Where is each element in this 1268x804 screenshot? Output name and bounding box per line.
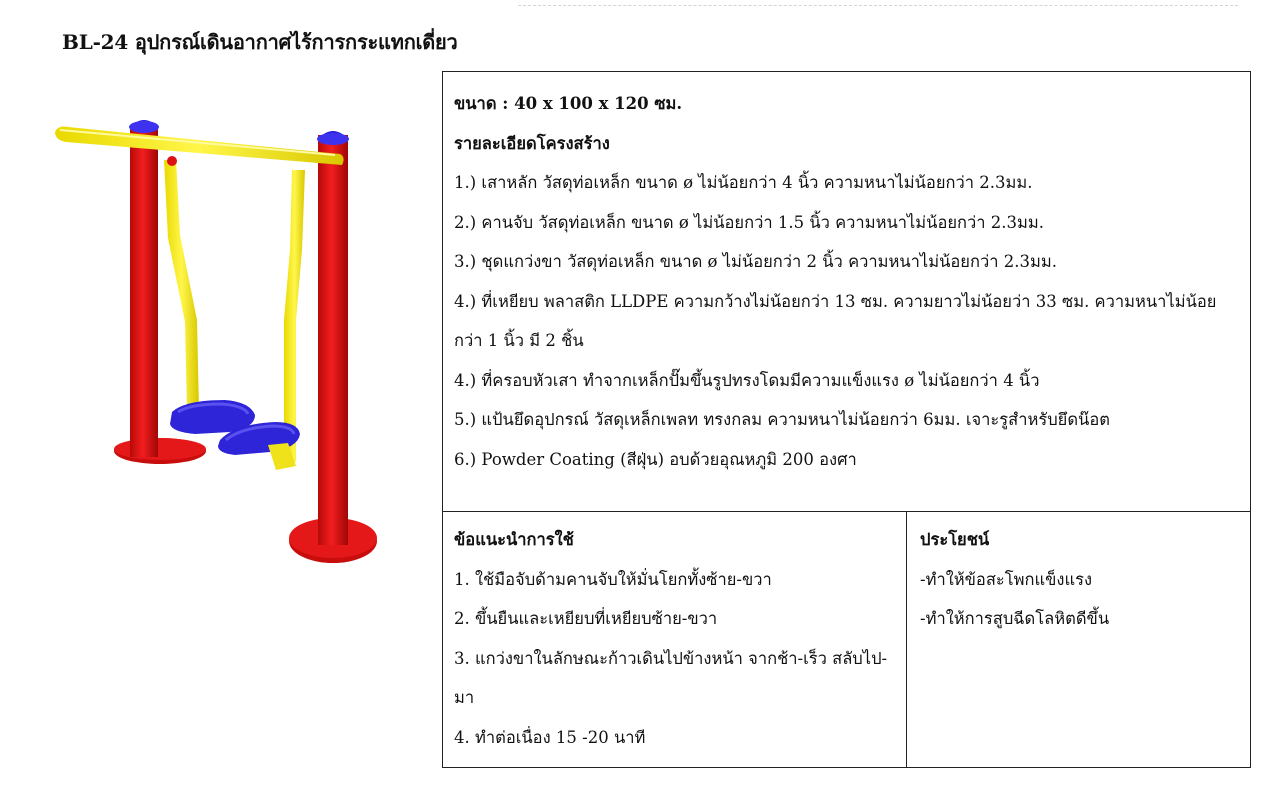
spec-item: 2.) คานจับ วัสดุท่อเหล็ก ขนาด ø ไม่น้อยกว่า 1.5 นิ้ว ความหนาไม่น้อยกว่า 2.3มม. — [454, 212, 1045, 232]
usage-cell — [443, 512, 907, 767]
spec-item: 4.) ที่ครอบหัวเสา ทำจากเหล็กปั๊มขึ้นรูปทรงโดมมีความแข็งแรง ø ไม่น้อยกว่า 4 นิ้ว — [454, 370, 1040, 390]
top-divider — [518, 5, 1238, 6]
left-swing-arm — [164, 160, 199, 410]
spec-item: 3.) ชุดแกว่งขา วัสดุท่อเหล็ก ขนาด ø ไม่น้อยกว่า 2 นิ้ว ความหนาไม่น้อยกว่า 2.3มม. — [454, 252, 1057, 271]
spec-table — [442, 71, 1251, 768]
benefit-heading: ประโยชน์ — [920, 530, 990, 549]
usage-step: 2. ขึ้นยืนและเหยียบที่เหยียบซ้าย-ขวา — [454, 609, 718, 628]
usage-step: 1. ใช้มือจับด้ามคานจับให้มั่นโยกทั้งซ้าย-ขวา — [454, 569, 772, 589]
right-post — [318, 135, 348, 545]
right-swing-arm — [284, 170, 305, 462]
benefit-item: -ทำให้ข้อสะโพกแข็งแรง — [920, 569, 1093, 589]
spec-item: 6.) Powder Coating (สีฝุ่น) อบด้วยอุณหภูมิ 200 องศา — [454, 449, 857, 469]
usage-heading: ข้อแนะนำการใช้ — [454, 530, 574, 549]
benefit-cell — [907, 512, 1250, 767]
usage-step: 4. ทำต่อเนื่อง 15 -20 นาที — [454, 727, 646, 747]
page-title: BL-24 อุปกรณ์เดินอากาศไร้การกระแทกเดี่ยว — [62, 30, 458, 54]
product-illustration — [50, 110, 390, 580]
benefit-item: -ทำให้การสูบฉีดโลหิตดีขึ้น — [920, 609, 1110, 628]
usage-step: 3. แกว่งขาในลักษณะก้าวเดินไปข้างหน้า จากช้า-เร็ว สลับไป-มา — [454, 648, 888, 707]
spec-cell — [443, 72, 1250, 512]
left-post — [130, 125, 158, 457]
spec-item: 4.) ที่เหยียบ พลาสติก LLDPE ความกว้างไม่น้อยกว่า 13 ซม. ความยาวไม่น้อยว่า 33 ซม. ความหนาไม่น้อยกว่า 1 นิ้ว มี 2 ชิ้น — [454, 291, 1217, 350]
size-text: ขนาด : 40 x 100 x 120 ซม. — [454, 94, 683, 113]
spec-item: 5.) แป้นยึดอุปกรณ์ วัสดุเหล็กเพลท ทรงกลม ความหนาไม่น้อยกว่า 6มม. เจาะรูสำหรับยึดน๊อต — [454, 410, 1110, 429]
spec-item: 1.) เสาหลัก วัสดุท่อเหล็ก ขนาด ø ไม่น้อยกว่า 4 นิ้ว ความหนาไม่น้อยกว่า 2.3มม. — [454, 173, 1033, 192]
handle-bar — [55, 127, 344, 165]
structure-heading: รายละเอียดโครงสร้าง — [454, 133, 610, 153]
